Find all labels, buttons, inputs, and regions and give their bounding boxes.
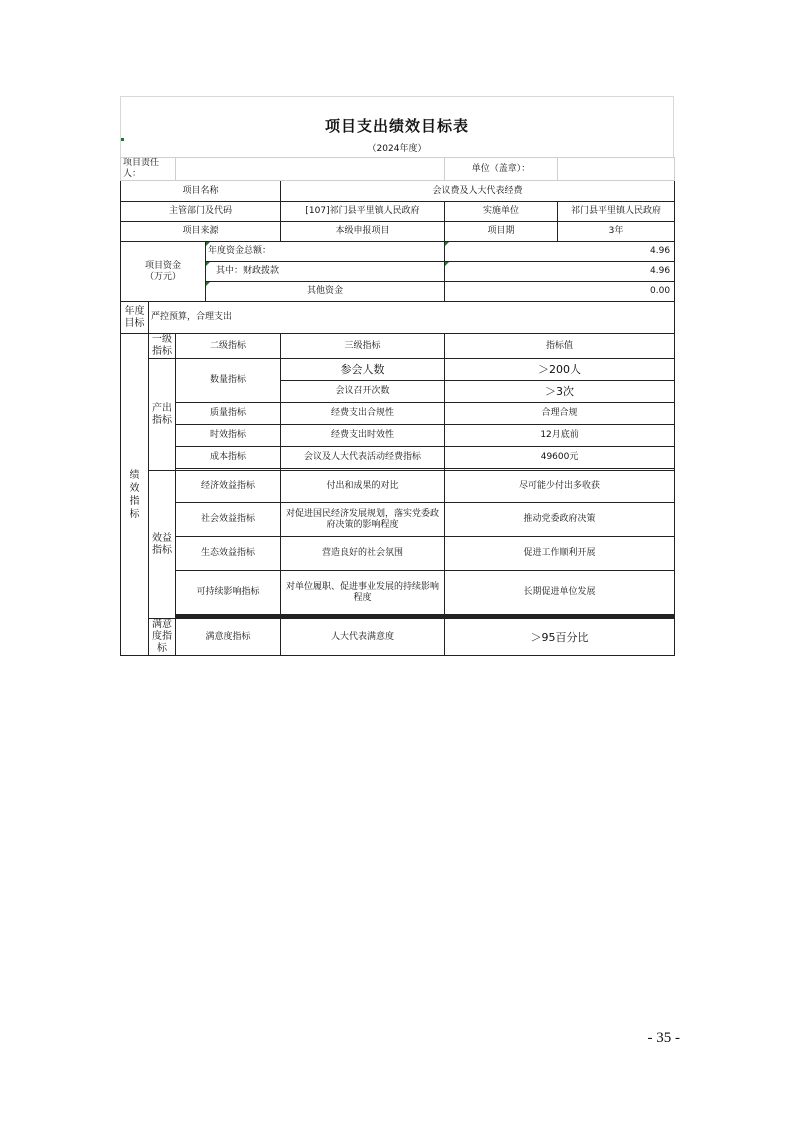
funds-other-label-text: 其他资金 xyxy=(307,286,344,296)
level3-cell: 会议召开次数 xyxy=(281,381,445,403)
funds-label-text: 项目资金 （万元） xyxy=(145,260,182,282)
project-name-label: 项目名称 xyxy=(121,181,281,202)
cell-marker-icon xyxy=(445,262,449,266)
level2-quantity: 数量指标 xyxy=(176,359,281,403)
value-cell: 12月底前 xyxy=(445,425,675,447)
impl-unit-label: 实施单位 xyxy=(445,202,558,222)
level2-social: 社会效益指标 xyxy=(176,503,281,537)
title-text: 项目支出绩效目标表 xyxy=(324,117,469,135)
level3-cell: 人大代表满意度 xyxy=(281,619,445,656)
responsible-label: 项目责任人： xyxy=(121,158,176,181)
output-indicator-label-text: 产出指标 xyxy=(152,402,172,426)
dept-label: 主管部门及代码 xyxy=(121,202,281,222)
col-level2-header: 二级指标 xyxy=(176,334,281,359)
level3-cell: 参会人数 xyxy=(281,359,445,381)
level3-cell: 会议及人大代表活动经费指标 xyxy=(281,447,445,469)
top-strip xyxy=(120,96,674,111)
level3-cell: 对单位履职、促进事业发展的持续影响程度 xyxy=(281,571,445,615)
funds-total-label xyxy=(206,242,445,262)
col-level1-header: 一级指标 xyxy=(149,334,176,359)
cell-marker-icon xyxy=(206,242,210,246)
output-indicator-label xyxy=(149,359,176,471)
unit-value xyxy=(558,158,675,181)
unit-label: 单位（盖章）： xyxy=(445,158,558,181)
impl-unit-value: 祁门县平里镇人民政府 xyxy=(558,202,675,222)
funds-total-value xyxy=(445,242,675,262)
col-level3-header: 三级指标 xyxy=(281,334,445,359)
level3-cell: 经费支出时效性 xyxy=(281,425,445,447)
funds-total-value-text: 4.96 xyxy=(650,246,671,256)
level2-timeliness: 时效指标 xyxy=(176,425,281,447)
level2-quality: 质量指标 xyxy=(176,403,281,425)
funds-total-label-text: 年度资金总额： xyxy=(208,246,272,256)
satisfaction-indicator-label: 满意度指标 xyxy=(149,619,176,656)
benefit-indicator-label xyxy=(149,471,176,619)
annual-goal-value: 严控预算，合理支出 xyxy=(149,302,675,334)
target-table xyxy=(120,157,675,656)
perf-indicator-label xyxy=(121,334,149,656)
dept-value: [107]祁门县平里镇人民政府 xyxy=(281,202,445,222)
funds-other-value: 0.00 xyxy=(445,282,675,302)
page-number: - 35 - xyxy=(647,1030,680,1046)
page-title xyxy=(120,111,674,141)
cell-marker-icon xyxy=(206,262,210,266)
funds-fiscal-label-text: 其中：财政拨款 xyxy=(216,266,280,276)
source-label: 项目来源 xyxy=(121,222,281,242)
level2-sustainable: 可持续影响指标 xyxy=(176,571,281,615)
perf-indicator-label-text: 绩效指标 xyxy=(129,469,140,520)
cell-marker-icon xyxy=(206,282,210,286)
benefit-indicator-label-text: 效益指标 xyxy=(152,532,172,556)
funds-fiscal-value xyxy=(445,262,675,282)
level3-cell: 营造良好的社会氛围 xyxy=(281,537,445,571)
funds-fiscal-label xyxy=(206,262,445,282)
source-value: 本级申报项目 xyxy=(281,222,445,242)
level2-economic: 经济效益指标 xyxy=(176,471,281,503)
period-value: 3年 xyxy=(558,222,675,242)
level2-ecological: 生态效益指标 xyxy=(176,537,281,571)
cell-marker-icon xyxy=(121,138,124,141)
value-cell: 合理合规 xyxy=(445,403,675,425)
value-cell: 长期促进单位发展 xyxy=(445,571,675,615)
value-cell: ＞95百分比 xyxy=(445,619,675,656)
annual-goal-label: 年度目标 xyxy=(121,302,149,334)
level3-cell: 对促进国民经济发展规划，落实党委政府决策的影响程度 xyxy=(281,503,445,537)
level3-cell: 付出和成果的对比 xyxy=(281,471,445,503)
value-cell: 推动党委政府决策 xyxy=(445,503,675,537)
period-label: 项目期 xyxy=(445,222,558,242)
year-label: （2024年度） xyxy=(120,141,674,157)
value-cell: ＞200人 xyxy=(445,359,675,381)
col-value-header: 指标值 xyxy=(445,334,675,359)
project-name-value: 会议费及人大代表经费 xyxy=(281,181,675,202)
value-cell: 尽可能少付出多收获 xyxy=(445,471,675,503)
value-cell: ＞3次 xyxy=(445,381,675,403)
level2-satisfaction: 满意度指标 xyxy=(176,619,281,656)
value-cell: 促进工作顺利开展 xyxy=(445,537,675,571)
level3-cell: 经费支出合规性 xyxy=(281,403,445,425)
level2-cost: 成本指标 xyxy=(176,447,281,469)
cell-marker-icon xyxy=(445,242,449,246)
value-cell: 49600元 xyxy=(445,447,675,469)
responsible-value xyxy=(176,158,445,181)
funds-other-label xyxy=(206,282,445,302)
performance-table-sheet xyxy=(120,96,674,656)
funds-fiscal-value-text: 4.96 xyxy=(650,266,671,276)
funds-label xyxy=(121,242,206,302)
